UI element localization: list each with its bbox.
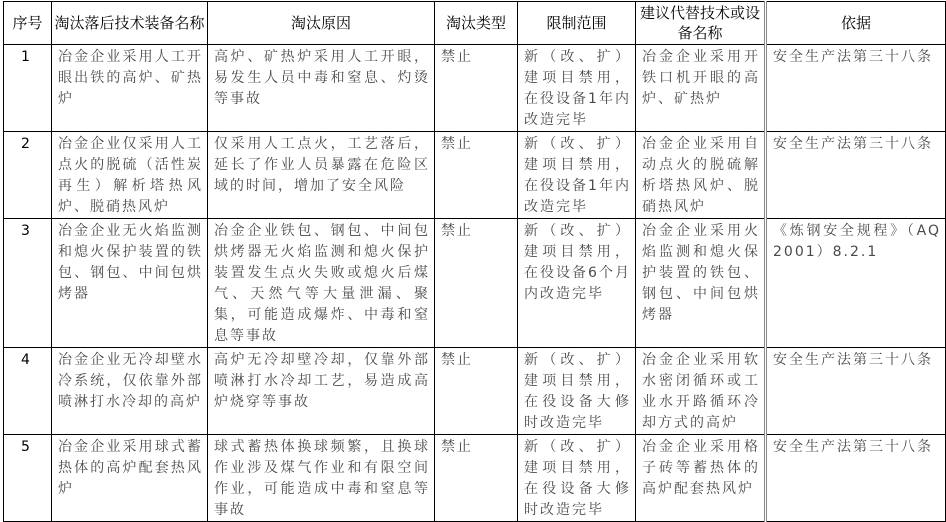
cell-basis: 安全生产法第三十八条 [766,348,946,435]
table-row [4,132,946,219]
cell-no: 1 [4,45,52,132]
cell-name: 冶金企业无冷却壁水冷系统，仅依靠外部喷淋打水冷却的高炉 [52,348,208,435]
cell-scope: 新（改、扩）建项目禁用，在役设备大修时改造完毕 [518,348,636,435]
header-scope: 限制范围 [518,2,636,45]
header-basis: 依据 [766,2,946,45]
cell-type: 禁止 [435,435,518,522]
cell-type: 禁止 [435,348,518,435]
cell-no: 4 [4,348,52,435]
cell-reason: 仅采用人工点火，工艺落后，延长了作业人员暴露在危险区域的时间，增加了安全风险 [208,132,435,219]
cell-no: 5 [4,435,52,522]
cell-name: 冶金企业采用球式蓄热体的高炉配套热风炉 [52,435,208,522]
cell-scope: 新（改、扩）建项目禁用，在役设备1年内改造完毕 [518,132,636,219]
cell-type: 禁止 [435,45,518,132]
cell-alternative: 冶金企业采用软水密闭循环或工业水开路循环冷却方式的高炉 [636,348,766,435]
cell-type: 禁止 [435,219,518,348]
header-type: 淘汰类型 [435,2,518,45]
cell-name: 冶金企业仅采用人工点火的脱硫（活性炭再生）解析塔热风炉、脱硝热风炉 [52,132,208,219]
eliminated-equipment-table [3,1,946,522]
header-name: 淘汰落后技术装备名称 [52,2,208,45]
cell-scope: 新（改、扩）建项目禁用，在役设备大修时改造完毕 [518,435,636,522]
header-alternative: 建议代替技术或设备名称 [636,2,766,45]
cell-basis: 安全生产法第三十八条 [766,435,946,522]
cell-alternative: 冶金企业采用开铁口机开眼的高炉、矿热炉 [636,45,766,132]
cell-scope: 新（改、扩）建项目禁用，在役设备1年内改造完毕 [518,45,636,132]
cell-alternative: 冶金企业采用自动点火的脱硫解析塔热风炉、脱硝热风炉 [636,132,766,219]
cell-reason: 高炉无冷却壁冷却，仅靠外部喷淋打水冷却工艺，易造成高炉烧穿等事故 [208,348,435,435]
cell-reason: 冶金企业铁包、钢包、中间包烘烤器无火焰监测和熄火保护装置发生点火失败或熄火后煤气、天然气等大量泄漏、聚集，可能造成爆炸、中毒和窒息等事故 [208,219,435,348]
cell-type: 禁止 [435,132,518,219]
cell-no: 3 [4,219,52,348]
cell-name: 冶金企业无火焰监测和熄火保护装置的铁包、钢包、中间包烘烤器 [52,219,208,348]
table-row [4,45,946,132]
cell-name: 冶金企业采用人工开眼出铁的高炉、矿热炉 [52,45,208,132]
cell-basis: 安全生产法第三十八条 [766,45,946,132]
cell-basis: 《炼钢安全规程》（AQ 2001）8.2.1 [766,219,946,348]
cell-scope: 新（改、扩）建项目禁用，在役设备6个月内改造完毕 [518,219,636,348]
cell-no: 2 [4,132,52,219]
cell-reason: 球式蓄热体换球频繁，且换球作业涉及煤气作业和有限空间作业，可能造成中毒和窒息等事故 [208,435,435,522]
cell-alternative: 冶金企业采用格子砖等蓄热体的高炉配套热风炉 [636,435,766,522]
cell-reason: 高炉、矿热炉采用人工开眼，易发生人员中毒和窒息、灼烫等事故 [208,45,435,132]
header-row [4,2,946,45]
table-row [4,348,946,435]
cell-basis: 安全生产法第三十八条 [766,132,946,219]
header-reason: 淘汰原因 [208,2,435,45]
cell-alternative: 冶金企业采用火焰监测和熄火保护装置的铁包、钢包、中间包烘烤器 [636,219,766,348]
table-row [4,435,946,522]
table-row [4,219,946,348]
header-no: 序号 [4,2,52,45]
